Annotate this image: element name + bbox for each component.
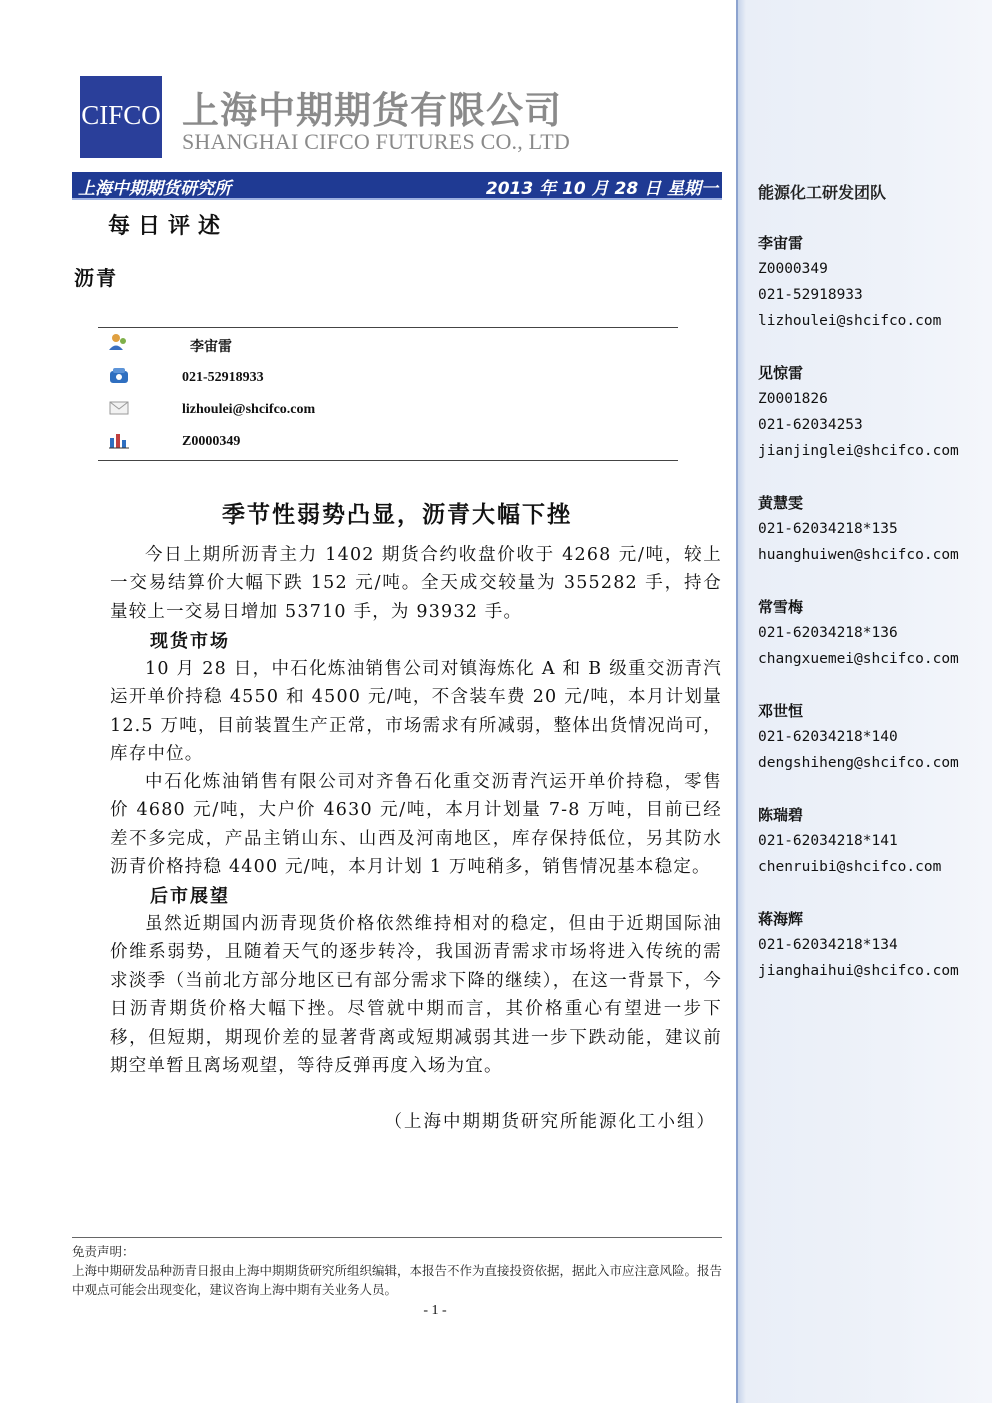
chart-icon (108, 430, 130, 450)
member-email[interactable]: chenruibi@shcifco.com (758, 859, 942, 875)
disclaimer-text: 上海中期研发品种沥青日报由上海中期期货研究所组织编辑，本报告不作为直接投资依据，据此入市应注意风险。报告中观点可能会出现变化，建议咨询上海中期有关业务人员。 (72, 1263, 723, 1297)
report-date: 2013 年 10 月 28 日 星期一 (485, 179, 718, 199)
team-member (758, 698, 959, 776)
team-member (758, 360, 959, 464)
contact-top-divider (98, 327, 678, 328)
member-phone: 021-62034218*134 (758, 937, 898, 953)
member-id: Z0000349 (758, 261, 828, 277)
contact-qualification-id: Z0000349 (182, 434, 241, 449)
team-member (758, 490, 959, 568)
member-phone: 021-62034253 (758, 417, 863, 433)
disclaimer (72, 1242, 722, 1299)
company-name-en: SHANGHAI CIFCO FUTURES CO., LTD (182, 129, 570, 154)
member-email[interactable]: lizhoulei@shcifco.com (758, 313, 942, 329)
disclaimer-title: 免责声明： (72, 1244, 135, 1259)
team-member (758, 230, 941, 334)
contact-name: 李宙雷 (190, 339, 232, 355)
phone-icon (108, 366, 130, 386)
member-name: 常雪梅 (758, 598, 804, 616)
spot-market-heading: 现货市场 (150, 631, 230, 652)
article-signature: （上海中期期货研究所能源化工小组） (384, 1112, 716, 1132)
member-phone: 021-62034218*135 (758, 521, 898, 537)
team-member (758, 802, 941, 880)
member-phone: 021-62034218*141 (758, 833, 898, 849)
team-title: 能源化工研发团队 (758, 183, 887, 202)
outlook-paragraph: 虽然近期国内沥青现货价格依然维持相对的稳定，但由于近期国际油价维系弱势，且随着天气的逐步转冷，我国沥青需求市场将进入传统的需求淡季（当前北方部分地区已有部分需求下降的继续），在这一背景下，今日沥青期货价格大幅下挫。尽管就中期而言，其价格重心有望进一步下移，但短期，期现价差的显著背离或短期减弱其进一步下跌动能，建议前期空单暂且离场观望，等待反弹再度入场为宜。 (110, 914, 722, 1077)
member-email[interactable]: changxuemei@shcifco.com (758, 651, 959, 667)
member-email[interactable]: jianghaihui@shcifco.com (758, 963, 959, 979)
member-email[interactable]: huanghuiwen@shcifco.com (758, 547, 959, 563)
header-banner (72, 172, 722, 200)
team-member (758, 594, 959, 672)
footer-divider (72, 1237, 722, 1238)
company-name-cn: 上海中期期货有限公司 (182, 89, 562, 132)
company-logo (80, 76, 162, 158)
member-name: 李宙雷 (758, 234, 804, 252)
person-icon (108, 332, 130, 352)
member-name: 见惊雷 (758, 364, 804, 382)
contact-phone: 021-52918933 (182, 370, 264, 385)
member-phone: 021-62034218*136 (758, 625, 898, 641)
outlook-heading: 后市展望 (150, 886, 230, 907)
member-email[interactable]: dengshiheng@shcifco.com (758, 755, 959, 771)
mail-icon (108, 398, 130, 418)
logo-abbr: CIFCO (81, 100, 161, 130)
member-name: 黄慧雯 (758, 494, 804, 512)
spot-paragraph-1: 10 月 28 日，中石化炼油销售公司对镇海炼化 A 和 B 级重交沥青汽运开单价持稳 4550 和 4500 元/吨，不含装车费 20 元/吨，本月计划量 12.5 万吨，目前装置生产正常，市场需求有所减弱，整体出货情况尚可，库存中位。 (110, 659, 722, 765)
product-name: 沥青 (74, 266, 118, 290)
member-name: 邓世恒 (758, 702, 804, 720)
member-phone: 021-62034218*140 (758, 729, 898, 745)
contact-bottom-divider (98, 460, 678, 461)
member-name: 蒋海辉 (758, 910, 804, 928)
article-headline: 季节性弱势凸显，沥青大幅下挫 (222, 501, 572, 528)
page-number: - 1 - (423, 1303, 447, 1318)
intro-paragraph: 今日上期所沥青主力 1402 期货合约收盘价收于 4268 元/吨，较上一交易结算价大幅下跌 152 元/吨。全天成交较量为 355282 手，持仓量较上一交易日增加 53710 手，为 93932 手。 (110, 545, 722, 622)
member-id: Z0001826 (758, 391, 828, 407)
team-member (758, 906, 959, 984)
section-title: 每日评述 (108, 213, 229, 239)
member-name: 陈瑞碧 (758, 806, 804, 824)
spot-paragraph-2: 中石化炼油销售有限公司对齐鲁石化重交沥青汽运开单价持稳，零售价 4680 元/吨，大户价 4630 元/吨，本月计划量 7-8 万吨，目前已经差不多完成，产品主销山东、山西及河南地区，库存保持低位，另其防水沥青价格持稳 4400 元/吨，本月计划 1 万吨稍多，销售情况基本稳定。 (110, 772, 722, 878)
contact-email[interactable]: lizhoulei@shcifco.com (182, 402, 316, 417)
member-phone: 021-52918933 (758, 287, 863, 303)
member-email[interactable]: jianjinglei@shcifco.com (758, 443, 959, 459)
institute-name: 上海中期期货研究所 (78, 179, 231, 199)
